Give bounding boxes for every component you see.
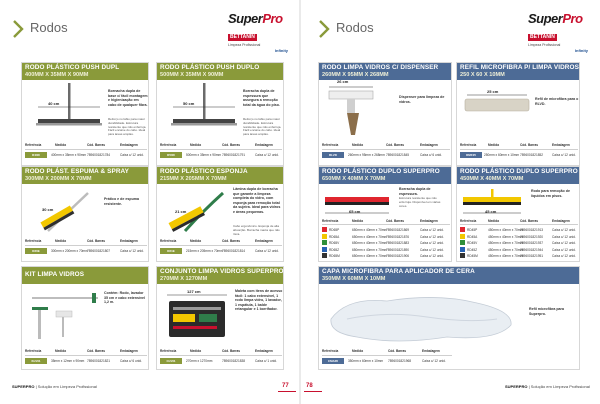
table-cell-ref: RD45P <box>467 228 478 232</box>
card-header <box>157 63 283 80</box>
section-title: Rodos <box>336 20 374 35</box>
page-number: 77 <box>282 383 289 389</box>
table-cell-pack: Caixa c/ 12 unid. <box>420 247 444 252</box>
product-dimensions: 215MM X 205MM X 70MM <box>160 176 227 182</box>
card-header <box>22 167 148 184</box>
dimension-label: 21 cm <box>175 209 187 214</box>
table-cell-model: 650mm x 40mm x 70mm <box>352 254 388 259</box>
product-fineprint: Cabo ergonômico. Esponja de alta absorção. Borracha macia que não risca. <box>233 224 280 236</box>
table-cell-ref: RD65A <box>329 234 340 239</box>
product-title: RODO PLÁST. ESPUMA & SPRAY <box>25 168 130 175</box>
table-cell-ref: RD45Z <box>467 247 478 252</box>
product-note: Refil de microfibra para o RLVD. <box>535 97 579 106</box>
product-title: RODO LIMPA VIDROS C/ DISPENSER <box>322 64 439 71</box>
spec-table: Referência Medida Cód. Barras Embalagem R21E 215mm x 205mm x 70mm 7896001821814 Caixa c/ 12 unid. <box>160 239 282 261</box>
table-cell-barcode: 7896001821906 <box>386 254 410 259</box>
table-cell-pack: Caixa c/ 12 unid. <box>420 234 444 239</box>
dimension-label: 45 cm <box>485 209 497 214</box>
product-title: RODO PLÁSTICO PUSH DUPLO <box>160 64 260 71</box>
superpro-logo: SuperPro BETTANIN Limpeza Profissional Infinity <box>528 11 588 53</box>
product-note: Dispenser para limpeza de vidros. <box>399 95 445 104</box>
squeegee-image <box>165 83 245 133</box>
spec-table: Referência Medida Cód. Barras Embalagem R30E 300mm x 200mm x 70mm 7896001821807 Caixa c/ 12 unid. <box>25 239 147 261</box>
card-header <box>22 63 148 80</box>
spec-table: Referência Medida Cód. Barras Embalagem RD45P 450mm x 40mm x 70mm 7896001821913 Caixa c/ 12 unid. RD45A 450mm x 40mm x 70mm 7896001821920 Caixa c/ 12 unid. RD45V 450mm x 40mm x 70mm 7896001821937 Caixa c/ 12 unid. RD45Z 450mm x 40mm x 70mm 7896001821944 Caixa c/ 12 unid. RD45M 450mm x 40mm x 70mm 7896001821951 Caixa c/ 12 unid. <box>460 219 578 261</box>
product-note: Bornacha dupla de base c/ fácil montagem e higienização em cabo de qualquer fibra. <box>108 89 148 107</box>
product-title: RODO PLÁSTICO PUSH DUPL <box>25 64 120 71</box>
product-title: RODO PLÁSTICO ESPONJA <box>160 168 248 175</box>
table-cell-barcode: 7896001821869 <box>386 228 410 232</box>
product-card <box>21 62 149 166</box>
product-title: REFIL MICROFIBRA P/ LIMPA VIDROS <box>460 64 579 71</box>
table-cell-model: 650mm x 40mm x 70mm <box>352 241 388 246</box>
product-note: Refil microfibra para Superpro. <box>529 307 564 316</box>
table-cell-pack: Caixa c/ 12 unid. <box>420 241 444 246</box>
table-cell-model: 650mm x 40mm x 70mm <box>352 228 388 232</box>
product-card <box>318 266 580 370</box>
table-cell-pack: Caixa c/ 12 unid. <box>420 228 444 232</box>
table-cell-pack: Caixa c/ 12 unid. <box>552 234 576 239</box>
product-title: CONJUNTO LIMPA VIDROS SUPERPRO <box>160 268 284 275</box>
ref-code: R50D <box>160 152 182 158</box>
card-header <box>319 63 451 80</box>
product-card <box>456 62 580 166</box>
product-dimensions: 450MM X 40MM X 70MM <box>460 176 524 182</box>
product-dimensions: 270MM X 1270MM <box>160 276 208 282</box>
ref-code: RLVD <box>322 152 344 158</box>
superpro-logo: SuperPro BETTANIN Limpeza Profissional Infinity <box>228 11 288 53</box>
table-cell-barcode: 7896001821876 <box>386 234 410 239</box>
table-cell-barcode: 7896001821913 <box>520 228 544 232</box>
ref-code: RMF25 <box>460 152 482 158</box>
table-cell-barcode: 7896001821951 <box>520 254 544 259</box>
card-header <box>157 167 283 184</box>
spec-table: Referência Medida Cód. Barras Embalagem RMF25 250mm x 60mm x 10mm 7896001821852 Caixa c/ 12 unid. <box>460 143 578 165</box>
product-note: Borracha dupla de espessura. <box>399 187 431 196</box>
product-card <box>156 166 284 262</box>
dimension-label: 50 cm <box>183 101 195 106</box>
product-dimensions: 400MM X 35MM X 90MM <box>25 72 89 78</box>
product-title: RODO PLÁSTICO DUPLO SUPERPRO <box>322 168 440 175</box>
table-cell-barcode: 7896001821883 <box>386 241 410 246</box>
product-card <box>21 166 149 262</box>
page-number-rule <box>278 391 296 392</box>
product-dimensions: 350MM X 60MM X 10MM <box>322 276 386 282</box>
card-header <box>319 167 451 184</box>
foam-squeegee-image <box>30 187 100 237</box>
microfiber-cover-image <box>327 289 517 347</box>
table-cell-pack: Caixa c/ 12 unid. <box>552 241 576 246</box>
product-card <box>318 62 452 166</box>
product-note: Maleta com itens de acesso fácil: 1 cabo extensível, 1 rodo limpa vidro, 1 lavador, 1 espátula, 1 balde retangular e 1 borrifador. <box>235 289 283 311</box>
table-cell-model: 450mm x 40mm x 70mm <box>488 241 524 246</box>
product-fineprint: Reforço no lábio para maior durabilidade. Estrutura resistente que não enferruja. Fácil encaixe do cabo. Ideal para áreas amplas. <box>243 117 282 137</box>
product-dimensions: 300MM X 200MM X 70MM <box>25 176 92 182</box>
product-dimensions: 650MM X 40MM X 70MM <box>322 176 386 182</box>
card-header <box>157 267 283 284</box>
table-cell-barcode: 7896001821890 <box>386 247 410 252</box>
table-cell-ref: RD65P <box>329 228 340 232</box>
color-swatch <box>322 227 327 232</box>
ref-code: CLV01 <box>160 358 182 364</box>
spec-table: Referência Medida Cód. Barras Embalagem RLVD 260mm x 95mm x 268mm 7896001821845 Caixa c/ 6 unid. <box>322 143 450 165</box>
product-dimensions: 260MM X 95MM X 268MM <box>322 72 389 78</box>
card-header <box>457 63 579 80</box>
dispenser-squeegee-image <box>325 83 395 139</box>
card-header <box>457 167 579 184</box>
color-swatch <box>322 247 327 252</box>
product-note: Borracha dupla de espessura que assegura a remoção total da água do piso. <box>243 89 280 107</box>
footer-right: SUPERPRO | Solução em Limpeza Profissional <box>505 384 590 389</box>
product-fineprint: Estrutura resistente que não enferruja. Disponível em várias cores. <box>399 196 441 208</box>
page-number-rule <box>304 391 322 392</box>
spec-table: Referência Medida Cód. Barras Embalagem RD65P 650mm x 40mm x 70mm 7896001821869 Caixa c/ 12 unid. RD65A 650mm x 40mm x 70mm 7896001821876 Caixa c/ 12 unid. RD65V 650mm x 40mm x 70mm 7896001821883 Caixa c/ 12 unid. RD65Z 650mm x 40mm x 70mm 7896001821890 Caixa c/ 12 unid. RD65M 650mm x 40mm x 70mm 7896001821906 Caixa c/ 12 unid. <box>322 219 450 261</box>
product-note: Contém: Rodo, lavador 35 cm e cabo extensível 1,2 m. <box>104 291 145 304</box>
table-cell-pack: Caixa c/ 12 unid. <box>552 247 576 252</box>
table-cell-ref: RD45V <box>467 241 478 246</box>
dimension-label: 26 cm <box>337 79 349 84</box>
color-swatch <box>322 240 327 245</box>
table-cell-pack: Caixa c/ 12 unid. <box>420 254 444 259</box>
table-cell-model: 450mm x 40mm x 70mm <box>488 247 524 252</box>
page-number: 78 <box>306 383 313 389</box>
product-dimensions: 250 X 60 X 10MM <box>460 72 505 78</box>
product-title: RODO PLÁSTICO DUPLO SUPERPRO <box>460 168 578 175</box>
product-fineprint: Reforço no lábio para maior durabilidade. Estrutura resistente que não enferruja. Fácil encaixe do cabo. Ideal para áreas amplas. <box>108 117 147 137</box>
table-cell-pack: Caixa c/ 12 unid. <box>552 254 576 259</box>
table-cell-barcode: 7896001821944 <box>520 247 544 252</box>
ref-code: CMA35 <box>322 358 344 364</box>
window-set-case-image <box>163 289 231 345</box>
table-cell-barcode: 7896001821920 <box>520 234 544 239</box>
product-card <box>318 166 452 262</box>
color-swatch <box>460 247 465 252</box>
page-gutter <box>299 0 301 404</box>
table-cell-ref: RD45M <box>467 254 478 259</box>
section-title: Rodos <box>30 20 68 35</box>
dimension-label: 40 cm <box>48 101 60 106</box>
spec-table: Referência Medida Cód. Barras Embalagem CLV01 270mm x 1270mm 7896001821838 Caixa c/ 1 unid. <box>160 349 282 369</box>
dimension-label: 30 cm <box>42 207 54 212</box>
spec-table: Referência Medida Cód. Barras Embalagem R40D 400mm x 35mm x 90mm 7896001821784 Caixa c/ 12 unid. <box>25 143 147 165</box>
product-note: Prático e de espuma resistente. <box>104 197 139 206</box>
product-dimensions: 500MM X 35MM X 90MM <box>160 72 224 78</box>
color-swatch <box>322 234 327 239</box>
table-cell-model: 650mm x 40mm x 70mm <box>352 247 388 252</box>
spec-table: Referência Medida Cód. Barras Embalagem R50D 500mm x 35mm x 90mm 7896001821791 Caixa c/ 12 unid. <box>160 143 282 165</box>
table-cell-model: 450mm x 40mm x 70mm <box>488 234 524 239</box>
product-card <box>156 62 284 166</box>
footer-left: SUPERPRO | Solução em Limpeza Profissional <box>12 384 97 389</box>
dimension-label: 127 cm <box>187 289 201 294</box>
dimension-label: 25 cm <box>487 89 499 94</box>
product-card <box>456 166 580 262</box>
ref-code: KLV01 <box>25 358 47 364</box>
product-note: Lâmina dupla de borracha que garante a limpeza completa do vidro, com esponja para remoção total da sujeira. Ideal para vidros e áreas pequenas. <box>233 187 281 214</box>
color-swatch <box>460 234 465 239</box>
ref-code: R30E <box>25 248 47 254</box>
squeegee-image <box>30 83 110 133</box>
table-cell-pack: Caixa c/ 12 unid. <box>552 228 576 232</box>
table-cell-ref: RD65Z <box>329 247 340 252</box>
dimension-label: 65 cm <box>349 209 361 214</box>
table-cell-ref: RD45A <box>467 234 478 239</box>
table-cell-model: 450mm x 40mm x 70mm <box>488 228 524 232</box>
color-swatch <box>460 240 465 245</box>
ref-code: R40D <box>25 152 47 158</box>
sponge-squeegee-image <box>163 187 233 237</box>
table-cell-model: 450mm x 40mm x 70mm <box>488 254 524 259</box>
product-title: KIT LIMPA VIDROS <box>25 271 85 278</box>
product-card <box>156 266 284 370</box>
chevron-right-icon <box>318 20 330 38</box>
color-swatch <box>460 227 465 232</box>
table-cell-ref: RD65M <box>329 254 340 259</box>
spec-table: Referência Medida Cód. Barras Embalagem KLV01 35mm x 12mm x 90mm 7896001821821 Caixa c/ 6 unid. <box>25 349 147 369</box>
table-cell-model: 650mm x 40mm x 70mm <box>352 234 388 239</box>
color-swatch <box>460 253 465 258</box>
product-card <box>21 266 149 370</box>
ref-code: R21E <box>160 248 182 254</box>
product-note: Rodo para remoção de líquidos em pisos. <box>531 189 570 198</box>
color-swatch <box>322 253 327 258</box>
card-header <box>319 267 579 284</box>
table-cell-barcode: 7896001821937 <box>520 241 544 246</box>
chevron-right-icon <box>12 20 24 38</box>
card-header <box>22 267 148 284</box>
window-kit-image <box>28 289 102 343</box>
spec-table: Referência Medida Cód. Barras Embalagem CMA35 350mm x 60mm x 10mm 7896001821968 Caixa c/ 12 unid. <box>322 349 578 369</box>
table-cell-ref: RD65V <box>329 241 340 246</box>
product-title: CAPA MICROFIBRA PARA APLICADOR DE CERA <box>322 268 475 275</box>
